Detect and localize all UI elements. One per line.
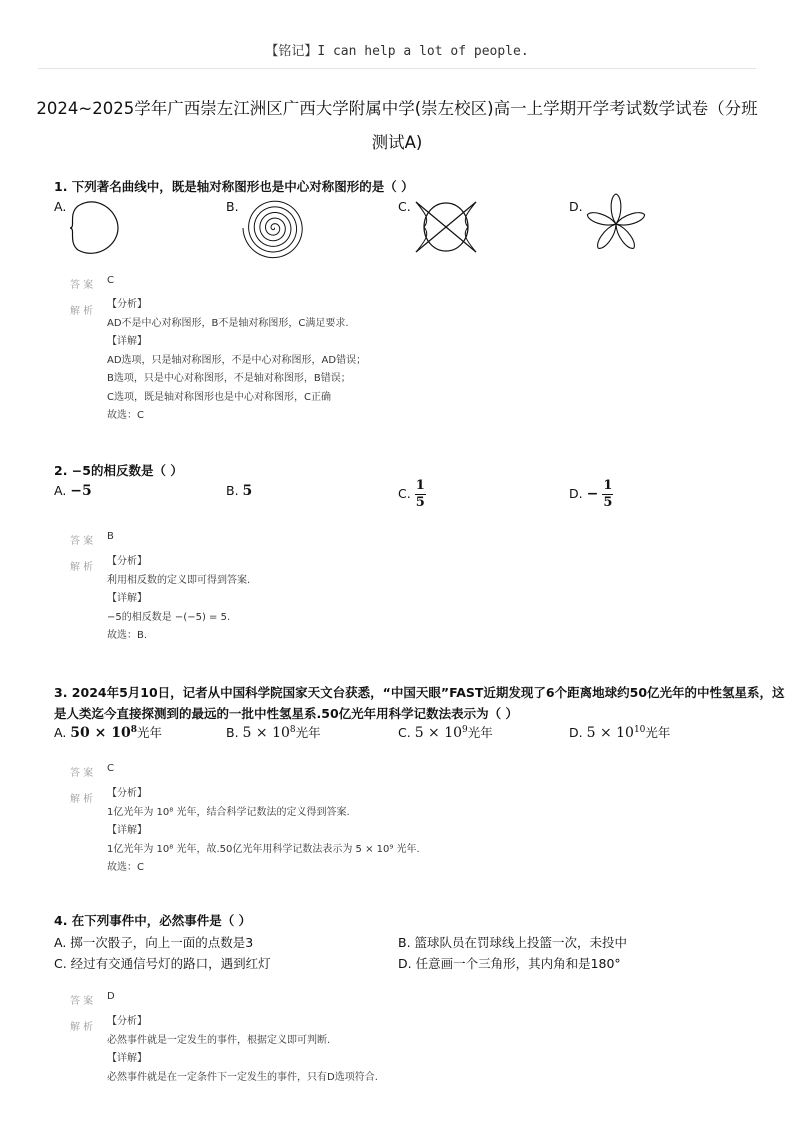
- solution-line: 故选：B.: [107, 630, 148, 641]
- question-1-answer-label: 答 案: [70, 280, 94, 291]
- solution-line: 必然事件就是一定发生的事件，根据定义即可判断.: [107, 1034, 331, 1046]
- option-value: 5: [242, 483, 253, 499]
- fraction-numerator: 1: [603, 478, 613, 493]
- solution-line: 【详解】: [107, 593, 147, 604]
- question-3-stem-line-1: 3. 2024年5月10日，记者从中国科学院国家天文台获悉，“中国天眼”FAST近期发现了6个距离地球约50亿光年的中性氢星系，这: [54, 685, 785, 700]
- option-exponent: 9: [462, 724, 468, 735]
- option-label: C.: [398, 725, 411, 740]
- solution-line: 【详解】: [107, 825, 147, 836]
- fraction-denominator: 5: [603, 495, 613, 510]
- question-2-option-c: [398, 478, 426, 511]
- question-1-stem: 1. 下列著名曲线中，既是轴对称图形也是中心对称图形的是（ ）: [54, 179, 414, 194]
- header-divider: [38, 68, 756, 69]
- question-3-stem-line-2: 是人类迄今直接探测到的最远的一批中性氢星系.50亿光年用科学记数法表示为（ ）: [54, 706, 518, 721]
- rose-curve-icon: [582, 190, 650, 258]
- title-line-1: 2024~2025学年广西崇左江洲区广西大学附属中学(崇左校区)高一上学期开学考试数学试卷（分班: [36, 99, 758, 118]
- question-3-analysis-label: 解 析: [70, 794, 94, 805]
- solution-line: 故选：C: [107, 410, 144, 421]
- spiral-curve-icon: [240, 194, 308, 262]
- question-2-option-d: [569, 478, 613, 511]
- option-exponent: 10: [633, 724, 646, 735]
- question-4-solution: [107, 1013, 378, 1087]
- question-3-option-a: [54, 723, 162, 741]
- solution-line: C选项，既是轴对称图形也是中心对称图形，C正确: [107, 391, 331, 403]
- option-unit: 光年: [137, 725, 163, 740]
- question-1-option-b-label: B.: [226, 199, 239, 214]
- cardioid-curve-icon: [66, 198, 126, 258]
- question-2-stem: 2. −5的相反数是（ ）: [54, 463, 183, 478]
- solution-line: 【分析】: [107, 1016, 147, 1027]
- question-1-solution: [107, 296, 366, 426]
- solution-line: 【分析】: [107, 788, 147, 799]
- fraction-denominator: 5: [415, 495, 425, 510]
- question-4-answer-label: 答 案: [70, 996, 94, 1007]
- option-exponent: 8: [130, 724, 138, 735]
- question-1-option-d-label: D.: [569, 199, 583, 214]
- option-unit: 光年: [645, 725, 671, 740]
- solution-line: 利用相反数的定义即可得到答案.: [107, 574, 251, 586]
- header-motto: 【铭记】I can help a lot of people.: [265, 44, 529, 59]
- question-2-answer-value: B: [107, 531, 114, 542]
- option-label: B.: [226, 725, 239, 740]
- solution-line: AD不是中心对称图形，B不是轴对称图形，C满足要求.: [107, 317, 349, 329]
- question-4-option-a: A. 掷一次骰子，向上一面的点数是3: [54, 935, 254, 950]
- question-2-analysis-label: 解 析: [70, 562, 94, 573]
- solution-line: 【分析】: [107, 556, 147, 567]
- question-1-option-c-label: C.: [398, 199, 411, 214]
- question-4-option-d: D. 任意画一个三角形，其内角和是180°: [398, 956, 621, 971]
- option-label: D.: [569, 725, 583, 740]
- question-3-solution: [107, 785, 420, 878]
- question-4-analysis-label: 解 析: [70, 1022, 94, 1033]
- question-4-option-b: B. 篮球队员在罚球线上投篮一次，未投中: [398, 935, 628, 950]
- option-unit: 光年: [295, 725, 321, 740]
- option-label: A.: [54, 725, 67, 740]
- question-4-stem: 4. 在下列事件中，必然事件是（ ）: [54, 913, 252, 928]
- lemniscate-curve-icon: [412, 196, 480, 258]
- question-1-option-a-label: A.: [54, 199, 67, 214]
- option-sign: −: [586, 486, 599, 502]
- question-2-solution: [107, 553, 250, 646]
- solution-line: 【详解】: [107, 336, 147, 347]
- option-coefficient: 5 × 10: [414, 725, 463, 741]
- solution-line: 1亿光年为 10⁸ 光年，故.50亿光年用科学记数法表示为 5 × 10⁹ 光年.: [107, 843, 420, 855]
- question-4-answer-value: D: [107, 991, 115, 1002]
- question-2-answer-label: 答 案: [70, 536, 94, 547]
- fraction: [415, 478, 426, 511]
- option-value: −5: [70, 483, 92, 499]
- option-label: D.: [569, 486, 583, 501]
- fraction-numerator: 1: [415, 478, 425, 493]
- option-exponent: 8: [289, 724, 296, 735]
- solution-line: 1亿光年为 10⁸ 光年，结合科学记数法的定义得到答案.: [107, 806, 350, 818]
- solution-line: 必然事件就是在一定条件下一定发生的事件，只有D选项符合.: [107, 1071, 378, 1083]
- question-1-analysis-label: 解 析: [70, 306, 94, 317]
- question-3-option-c: [398, 723, 493, 741]
- solution-line: 【详解】: [107, 1053, 147, 1064]
- solution-line: −5的相反数是 −(−5) = 5.: [107, 611, 231, 623]
- document-title: [30, 92, 764, 160]
- option-coefficient: 5 × 10: [242, 725, 290, 741]
- question-3-answer-value: C: [107, 763, 114, 774]
- question-3-option-d: [569, 723, 670, 741]
- solution-line: 【分析】: [107, 299, 147, 310]
- question-2-option-b: [226, 483, 252, 499]
- solution-line: AD选项，只是轴对称图形，不是中心对称图形，AD错误；: [107, 354, 367, 366]
- question-2-option-a: [54, 483, 92, 499]
- question-1-answer-value: C: [107, 275, 114, 286]
- option-unit: 光年: [467, 725, 493, 740]
- option-label: A.: [54, 483, 67, 498]
- fraction: [602, 478, 613, 511]
- option-label: B.: [226, 483, 239, 498]
- question-4-option-c: C. 经过有交通信号灯的路口，遇到红灯: [54, 956, 271, 971]
- option-label: C.: [398, 486, 411, 501]
- option-coefficient: 50 × 10: [70, 725, 131, 741]
- question-3-answer-label: 答 案: [70, 768, 94, 779]
- title-line-2: 测试A): [371, 133, 423, 152]
- option-coefficient: 5 × 10: [586, 725, 634, 741]
- question-3-option-b: [226, 723, 321, 741]
- solution-line: B选项，只是中心对称图形，不是轴对称图形，B错误；: [107, 373, 351, 384]
- solution-line: 故选：C: [107, 862, 144, 873]
